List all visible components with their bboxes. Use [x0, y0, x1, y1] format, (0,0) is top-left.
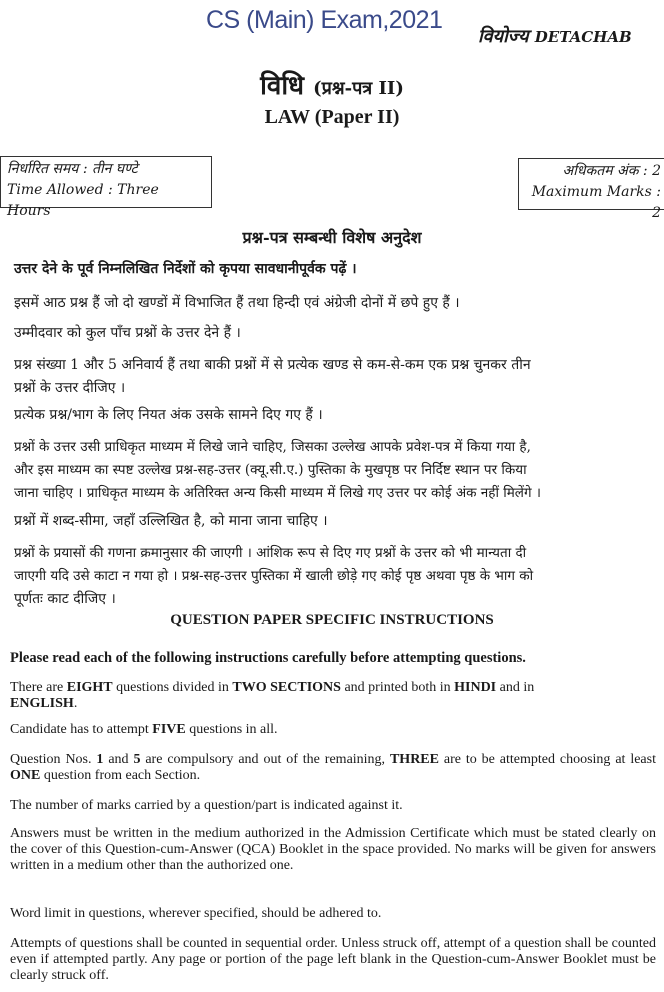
paper-number-hindi: (प्रश्न-पत्र II): [313, 78, 404, 99]
instruction-english-1-bold-english: ENGLISH: [10, 696, 74, 711]
instruction-english-3-text-e: are compulsory and out of the remaining,: [140, 752, 390, 767]
instruction-english-3-text-c: and: [103, 752, 134, 767]
instructions-intro-english: Please read each of the following instructions carefully before attempting questions.: [10, 650, 526, 666]
detachable-label-hindi: वियोज्य: [478, 26, 529, 47]
instruction-english-2-text-a: Candidate has to attempt: [10, 722, 153, 737]
instruction-english-1-text-c: questions divided in: [112, 680, 233, 695]
detachable-label-english: DETACHAB: [534, 28, 632, 46]
instruction-hindi-5: [14, 436, 664, 505]
instruction-english-1-bold-eight: EIGHT: [66, 680, 113, 695]
instruction-english-4: The number of marks carried by a question/part is indicated against it.: [10, 798, 403, 813]
instruction-english-3-bold-5: 5: [133, 752, 141, 767]
instruction-english-1-bold-sections: TWO SECTIONS: [232, 680, 341, 695]
instruction-hindi-4: प्रत्येक प्रश्न/भाग के लिए नियत अंक उसके सामने दिए गए हैं ।: [14, 407, 323, 423]
instruction-english-2-text-c: questions in all.: [185, 722, 278, 737]
instruction-english-3-bold-one: ONE: [10, 768, 41, 783]
subject-title-hindi: [0, 66, 664, 102]
instruction-hindi-2: उम्मीदवार को कुल पाँच प्रश्नों के उत्तर देने हैं ।: [14, 325, 241, 341]
instruction-hindi-5-line-1: प्रश्नों के उत्तर उसी प्राधिकृत माध्यम में लिखे जाने चाहिए, जिसका उल्लेख आपके प्रवेश-पत्र में किया गया है,: [14, 439, 531, 455]
instruction-english-3-text-a: Question Nos.: [10, 752, 97, 767]
instruction-english-2-bold-five: FIVE: [152, 722, 186, 737]
instruction-english-3-bold-three: THREE: [389, 752, 439, 767]
exam-stamp: CS (Main) Exam,2021: [206, 6, 443, 34]
instruction-hindi-5-line-3: जाना चाहिए । प्राधिकृत माध्यम के अतिरिक्त अन्य किसी माध्यम में लिखे गए उत्तर पर कोई अंक नहीं मिलेंगे ।: [14, 485, 541, 501]
instruction-hindi-3-line-2: प्रश्नों के उत्तर दीजिए ।: [14, 380, 126, 396]
instruction-english-5: Answers must be written in the medium authorized in the Admission Certificate which must be stated clearly on the cover of this Question-cum-Answer (QCA) Booklet in the space provided. No marks will be given for answers written in a medium other than the authorized one.: [10, 826, 656, 873]
instruction-english-1-text-a: There are: [10, 680, 67, 695]
instruction-english-1: [10, 680, 656, 712]
instruction-english-6: Word limit in questions, wherever specified, should be adhered to.: [10, 906, 382, 921]
instruction-hindi-7-line-3: पूर्णतः काट दीजिए ।: [14, 591, 116, 607]
instruction-hindi-5-line-2: और इस माध्यम का स्पष्ट उल्लेख प्रश्न-सह-उत्तर (क्यू.सी.ए.) पुस्तिका के मुखपृष्ठ पर निर्दिष्ट स्थान पर किया: [14, 462, 527, 478]
detachable-label: [478, 24, 632, 48]
subject-name-hindi: विधि: [260, 71, 305, 101]
instruction-hindi-7-line-2: जाएगी यदि उसे काटा न गया हो । प्रश्न-सह-उत्तर पुस्तिका में खाली छोड़े गए कोई पृष्ठ अथवा पृष्ठ के भाग को: [14, 568, 534, 584]
maximum-marks-box: [518, 158, 664, 221]
time-allowed-hindi: निर्धारित समय : तीन घण्टे: [7, 161, 138, 177]
instructions-heading-hindi: प्रश्न-पत्र सम्बन्धी विशेष अनुदेश: [242, 228, 422, 247]
instruction-hindi-3-line-1: प्रश्न संख्या 1 और 5 अनिवार्य हैं तथा बाकी प्रश्नों में से प्रत्येक खण्ड से कम-से-कम एक प्रश्न चुनकर तीन: [14, 357, 531, 373]
instruction-english-3: [10, 752, 656, 784]
instruction-hindi-3: [14, 354, 664, 400]
instructions-heading-english: QUESTION PAPER SPECIFIC INSTRUCTIONS: [170, 612, 494, 628]
instruction-hindi-1: इसमें आठ प्रश्न हैं जो दो खण्डों में विभाजित हैं तथा हिन्दी एवं अंग्रेजी दोनों में छपे हुए हैं ।: [14, 295, 460, 311]
time-allowed-english: Time Allowed : Three Hours: [7, 182, 159, 219]
instruction-english-2: [10, 722, 656, 738]
maximum-marks-hindi: अधिकतम अंक : 2: [562, 163, 661, 179]
instruction-english-1-text-e: and printed both in: [340, 680, 455, 695]
instruction-english-1-text-g: and in: [496, 680, 535, 695]
instruction-english-3-text-g: are to be attempted choosing at least: [438, 752, 656, 767]
instructions-intro-hindi: उत्तर देने के पूर्व निम्नलिखित निर्देशों को कृपया सावधानीपूर्वक पढ़ें ।: [14, 261, 357, 277]
instruction-english-1-text-i: .: [73, 696, 78, 711]
instruction-hindi-6: प्रश्नों में शब्द-सीमा, जहाँ उल्लिखित है, को माना जाना चाहिए ।: [14, 513, 328, 529]
instruction-english-7: Attempts of questions shall be counted in sequential order. Unless struck off, attempt of a question shall be counted even if attempted partly. Any page or portion of the page left blank in the Question-cum-Answer Booklet must be clearly struck off.: [10, 936, 656, 983]
instruction-english-3-bold-1: 1: [96, 752, 104, 767]
instruction-hindi-7-line-1: प्रश्नों के प्रयासों की गणना क्रमानुसार की जाएगी । आंशिक रूप से दिए गए प्रश्नों के उत्तर को भी मान्यता दी: [14, 545, 527, 561]
instruction-english-1-bold-hindi: HINDI: [454, 680, 497, 695]
instruction-hindi-7: [14, 542, 664, 611]
maximum-marks-english: Maximum Marks : 2: [531, 184, 661, 221]
time-allowed-box: [0, 156, 212, 219]
subject-title-english: LAW (Paper II): [264, 106, 400, 128]
instruction-english-3-text-i: question from each Section.: [40, 768, 201, 783]
